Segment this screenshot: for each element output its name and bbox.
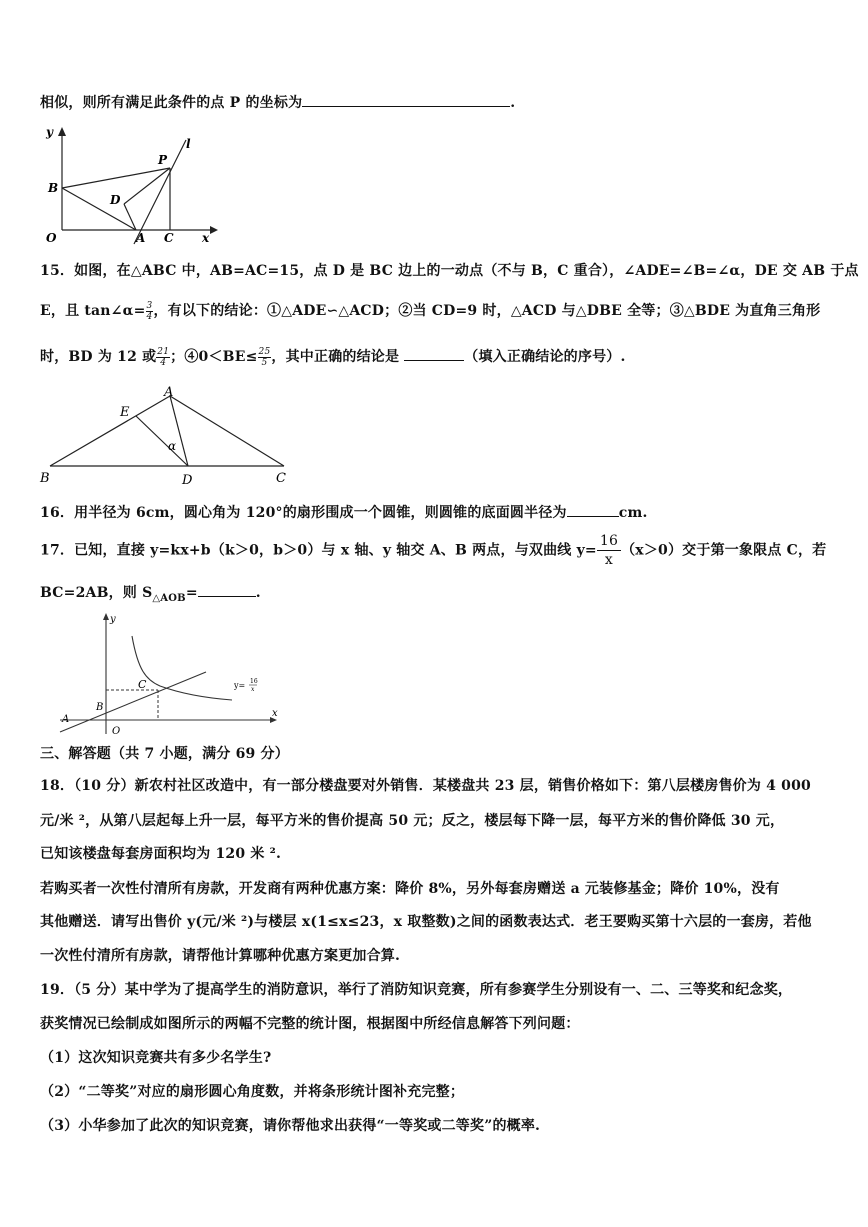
q15-line2-b: ，有以下的结论：①△ADE∽△ACD；②当 CD=9 时，△ACD 与△DBE 全等；③△BDE 为直角三角形 [153,303,821,319]
q18-line5: 其他赠送．请写出售价 y(元/米 ²)与楼层 x(1≤x≤23，x 取整数)之间的函数表达式．老王要购买第十六层的一套房，若他 [40,914,812,930]
q18-line1: 18．（10 分）新农村社区改造中，有一部分楼盘要对外销售．某楼盘共 23 层，销售价格如下：第八层楼房售价为 4 000 [40,778,811,794]
q17-line1 [40,532,826,569]
label-alpha: α [168,439,177,453]
label-eq-den: x [251,686,255,693]
q16-answer-blank [567,504,619,517]
label-C: C [138,678,147,691]
q16-text: 16．用半径为 6cm，圆心角为 120°的扇形围成一个圆锥，则圆锥的底面圆半径为 [40,505,567,521]
bd-fraction [156,347,170,368]
q14-answer-blank [302,94,510,107]
label-E: E [120,405,130,420]
q16-line [40,502,648,522]
q17-line2 [40,582,261,604]
q17-line2-end: . [255,585,261,601]
q19-line2: 获奖情况已绘制成如图所示的两幅不完整的统计图，根据图中所经信息解答下列问题： [40,1016,580,1032]
label-A: A [164,385,174,400]
bd-num: 21 [157,346,170,357]
be-den: 5 [261,357,268,368]
label-y: y [110,614,116,625]
label-l: l [186,137,191,151]
q15-figure [36,384,300,488]
label-O: O [112,726,121,737]
label-C: C [276,471,286,486]
q19-sub3: （3）小华参加了此次的知识竞赛，请你帮他求出获得“一等奖或二等奖”的概率. [40,1118,541,1134]
label-A: A [62,714,70,725]
q18-line3: 已知该楼盘每套房面积均为 120 米 ². [40,846,282,862]
q17-line1-b: （x＞0）交于第一象限点 C，若 [621,542,827,559]
label-B: B [40,471,50,486]
label-eq: y= [234,681,246,690]
be-num: 25 [258,346,271,357]
tan-num: 3 [146,300,153,311]
label-eq-num: 16 [250,678,258,685]
be-fraction [258,347,272,368]
q17-figure [56,608,288,738]
q14-tail-end: . [510,95,516,111]
q19-line1: 19．（5 分）某中学为了提高学生的消防意识，举行了消防知识竞赛，所有参赛学生分别设有一、二、三等奖和纪念奖， [40,982,793,998]
label-B: B [96,702,104,713]
q14-tail-text: 相似，则所有满足此条件的点 P 的坐标为 [40,95,303,111]
label-D: D [110,193,121,207]
q18-line2: 元/米 ²，从第八层起每上升一层，每平方米的售价提高 50 元；反之，楼层每下降一层，每平方米的售价降低 30 元， [40,813,785,829]
line-ab [60,672,206,732]
q17-line2-sub: △AOB [152,592,186,604]
q15-line3 [40,346,626,368]
segment-BP [62,168,170,188]
q15-line3-b: ；④0＜BE≤ [170,349,258,365]
label-O: O [46,231,57,245]
q15-line3-a: 时，BD 为 12 或 [40,349,157,365]
q17-line1-a: 17．已知，直接 y=kx+b（k＞0，b＞0）与 x 轴、y 轴交 A、B 两点，与双曲线 y= [40,542,597,559]
x-axis-arrow [210,226,218,234]
label-P: P [158,153,168,167]
label-C: C [164,231,174,245]
tan-den: 4 [146,311,153,322]
q17-frac-num: 16 [597,532,621,551]
y-axis-arrow [103,613,109,620]
segment-ED [136,416,188,466]
segment-AC [170,396,284,466]
q17-frac-den: x [604,552,614,568]
q14-tail-line [40,92,515,112]
q19-sub1: （1）这次知识竞赛共有多少名学生? [40,1050,272,1066]
label-D: D [182,473,193,488]
q17-answer-blank [198,584,256,597]
y-axis-arrow [58,127,66,136]
q16-unit: cm. [618,505,648,521]
q15-line1: 15．如图，在△ABC 中，AB=AC=15，点 D 是 BC 边上的一动点（不与 B，C 重合），∠ADE=∠B=∠α，DE 交 AB 于点 [40,263,859,279]
q17-fraction [597,532,621,569]
section3-title: 三、解答题（共 7 小题，满分 69 分） [40,746,289,762]
q14-figure [38,124,224,246]
label-A: A [136,231,146,245]
q15-answer-blank [404,348,464,361]
q15-line2-a: E，且 tan∠α= [40,303,146,319]
q17-line2-b: = [185,585,198,601]
q15-line3-d: （填入正确结论的序号）. [464,349,626,365]
q18-line6: 一次性付清所有房款，请帮他计算哪种优惠方案更加合算. [40,948,401,964]
segment-BA [62,188,136,230]
label-B: B [48,181,59,195]
label-x: x [202,231,210,245]
bd-den: 4 [160,357,167,368]
label-x: x [272,708,278,719]
q15-line3-c: ，其中正确的结论是 [271,349,400,365]
segment-AD [170,396,188,466]
q19-sub2: （2）“二等奖”对应的扇形圆心角度数，并将条形统计图补充完整； [40,1084,465,1100]
q15-line2 [40,300,820,322]
q17-line2-a: BC=2AB，则 S [40,585,153,601]
q18-line4: 若购买者一次性付清所有房款，开发商有两种优惠方案：降价 8%，另外每套房赠送 a 元装修基金；降价 10%，没有 [40,881,780,897]
label-y: y [46,125,53,139]
